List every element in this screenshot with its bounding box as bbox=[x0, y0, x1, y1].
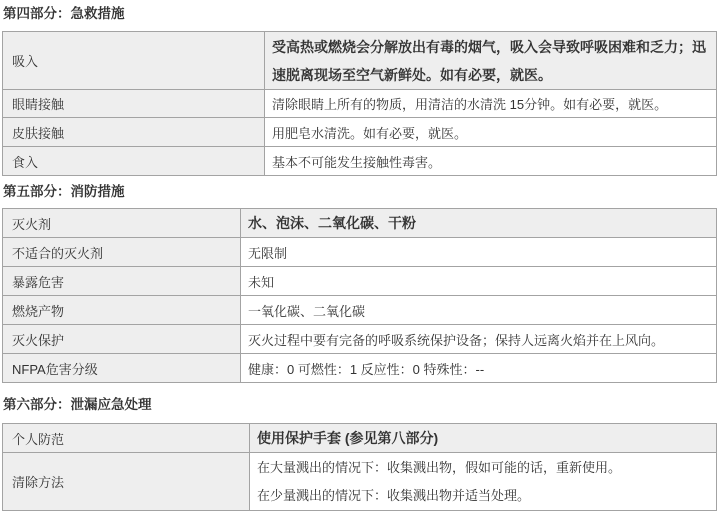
row-label-text: 个人防范 bbox=[12, 431, 65, 447]
row-label bbox=[3, 238, 241, 266]
row-value-line: 未知 bbox=[248, 274, 275, 290]
row-label-text: 灭火剂 bbox=[12, 216, 52, 232]
row-label bbox=[3, 267, 241, 295]
table-row bbox=[3, 32, 717, 90]
table-row bbox=[3, 147, 717, 176]
row-label-text: 吸入 bbox=[12, 54, 39, 69]
row-label bbox=[3, 209, 241, 237]
row-label-text: 不适合的灭火剂 bbox=[12, 245, 104, 261]
row-value-line: 一氧化碳、二氧化碳 bbox=[248, 303, 366, 319]
fire-fighting-table bbox=[2, 208, 717, 383]
row-value-line: 健康：0 可燃性：1 反应性：0 特殊性：-- bbox=[248, 361, 485, 377]
row-value bbox=[241, 238, 717, 266]
row-value-line: 无限制 bbox=[248, 245, 288, 261]
table-row bbox=[3, 209, 717, 238]
row-label-text: 暴露危害 bbox=[12, 274, 65, 290]
table-row bbox=[3, 267, 717, 296]
row-value-line: 速脱离现场至空气新鲜处。如有必要，就医。 bbox=[272, 66, 552, 83]
row-label bbox=[3, 32, 265, 89]
row-value-line: 受高热或燃烧会分解放出有毒的烟气，吸入会导致呼吸困难和乏力；迅 bbox=[272, 38, 706, 55]
row-value-line: 使用保护手套 (参见第八部分) bbox=[257, 430, 439, 446]
first-aid-table bbox=[2, 31, 717, 176]
row-value-line: 水、泡沫、二氧化碳、干粉 bbox=[248, 215, 416, 231]
row-label bbox=[3, 325, 241, 353]
section-heading-fire-fighting: 第五部分：消防措施 bbox=[3, 184, 125, 199]
row-value bbox=[241, 354, 717, 382]
row-label-text: 皮肤接触 bbox=[12, 125, 65, 141]
row-value bbox=[241, 267, 717, 295]
row-label-text: 灭火保护 bbox=[12, 332, 65, 348]
row-label bbox=[3, 424, 250, 452]
table-row bbox=[3, 118, 717, 147]
row-label bbox=[3, 354, 241, 382]
table-row bbox=[3, 90, 717, 118]
row-label bbox=[3, 453, 250, 510]
row-value bbox=[250, 424, 717, 452]
table-row bbox=[3, 238, 717, 267]
row-label bbox=[3, 118, 265, 146]
row-label bbox=[3, 147, 265, 175]
row-label bbox=[3, 90, 265, 117]
row-value-line: 在少量溅出的情况下：收集溅出物并适当处理。 bbox=[257, 487, 531, 503]
row-value-line: 基本不可能发生接触性毒害。 bbox=[272, 154, 442, 170]
row-value bbox=[241, 209, 717, 237]
row-value bbox=[265, 147, 717, 175]
table-row bbox=[3, 453, 717, 511]
row-label-text: NFPA危害分级 bbox=[12, 361, 98, 377]
row-value bbox=[265, 32, 717, 89]
row-value bbox=[241, 325, 717, 353]
table-row bbox=[3, 325, 717, 354]
row-value-line: 灭火过程中要有完备的呼吸系统保护设备；保持人远离火焰并在上风向。 bbox=[248, 332, 665, 348]
row-label-text: 燃烧产物 bbox=[12, 303, 65, 319]
row-value-line: 用肥皂水清洗。如有必要，就医。 bbox=[272, 125, 468, 141]
row-value-line: 清除眼睛上所有的物质，用清洁的水清洗 15分钟。如有必要，就医。 bbox=[272, 97, 668, 112]
section-heading-spill-response: 第六部分：泄漏应急处理 bbox=[3, 397, 152, 412]
section-heading-first-aid: 第四部分：急救措施 bbox=[3, 6, 125, 21]
table-row bbox=[3, 296, 717, 325]
row-value bbox=[250, 453, 717, 510]
row-value bbox=[265, 90, 717, 117]
table-row bbox=[3, 354, 717, 383]
spill-response-table bbox=[2, 423, 717, 511]
row-label-text: 食入 bbox=[12, 154, 39, 170]
row-label bbox=[3, 296, 241, 324]
table-row bbox=[3, 424, 717, 453]
row-label-text: 眼睛接触 bbox=[12, 97, 65, 112]
row-value bbox=[241, 296, 717, 324]
row-value bbox=[265, 118, 717, 146]
row-value-line: 在大量溅出的情况下：收集溅出物，假如可能的话，重新使用。 bbox=[257, 459, 622, 475]
row-label-text: 清除方法 bbox=[12, 475, 65, 490]
